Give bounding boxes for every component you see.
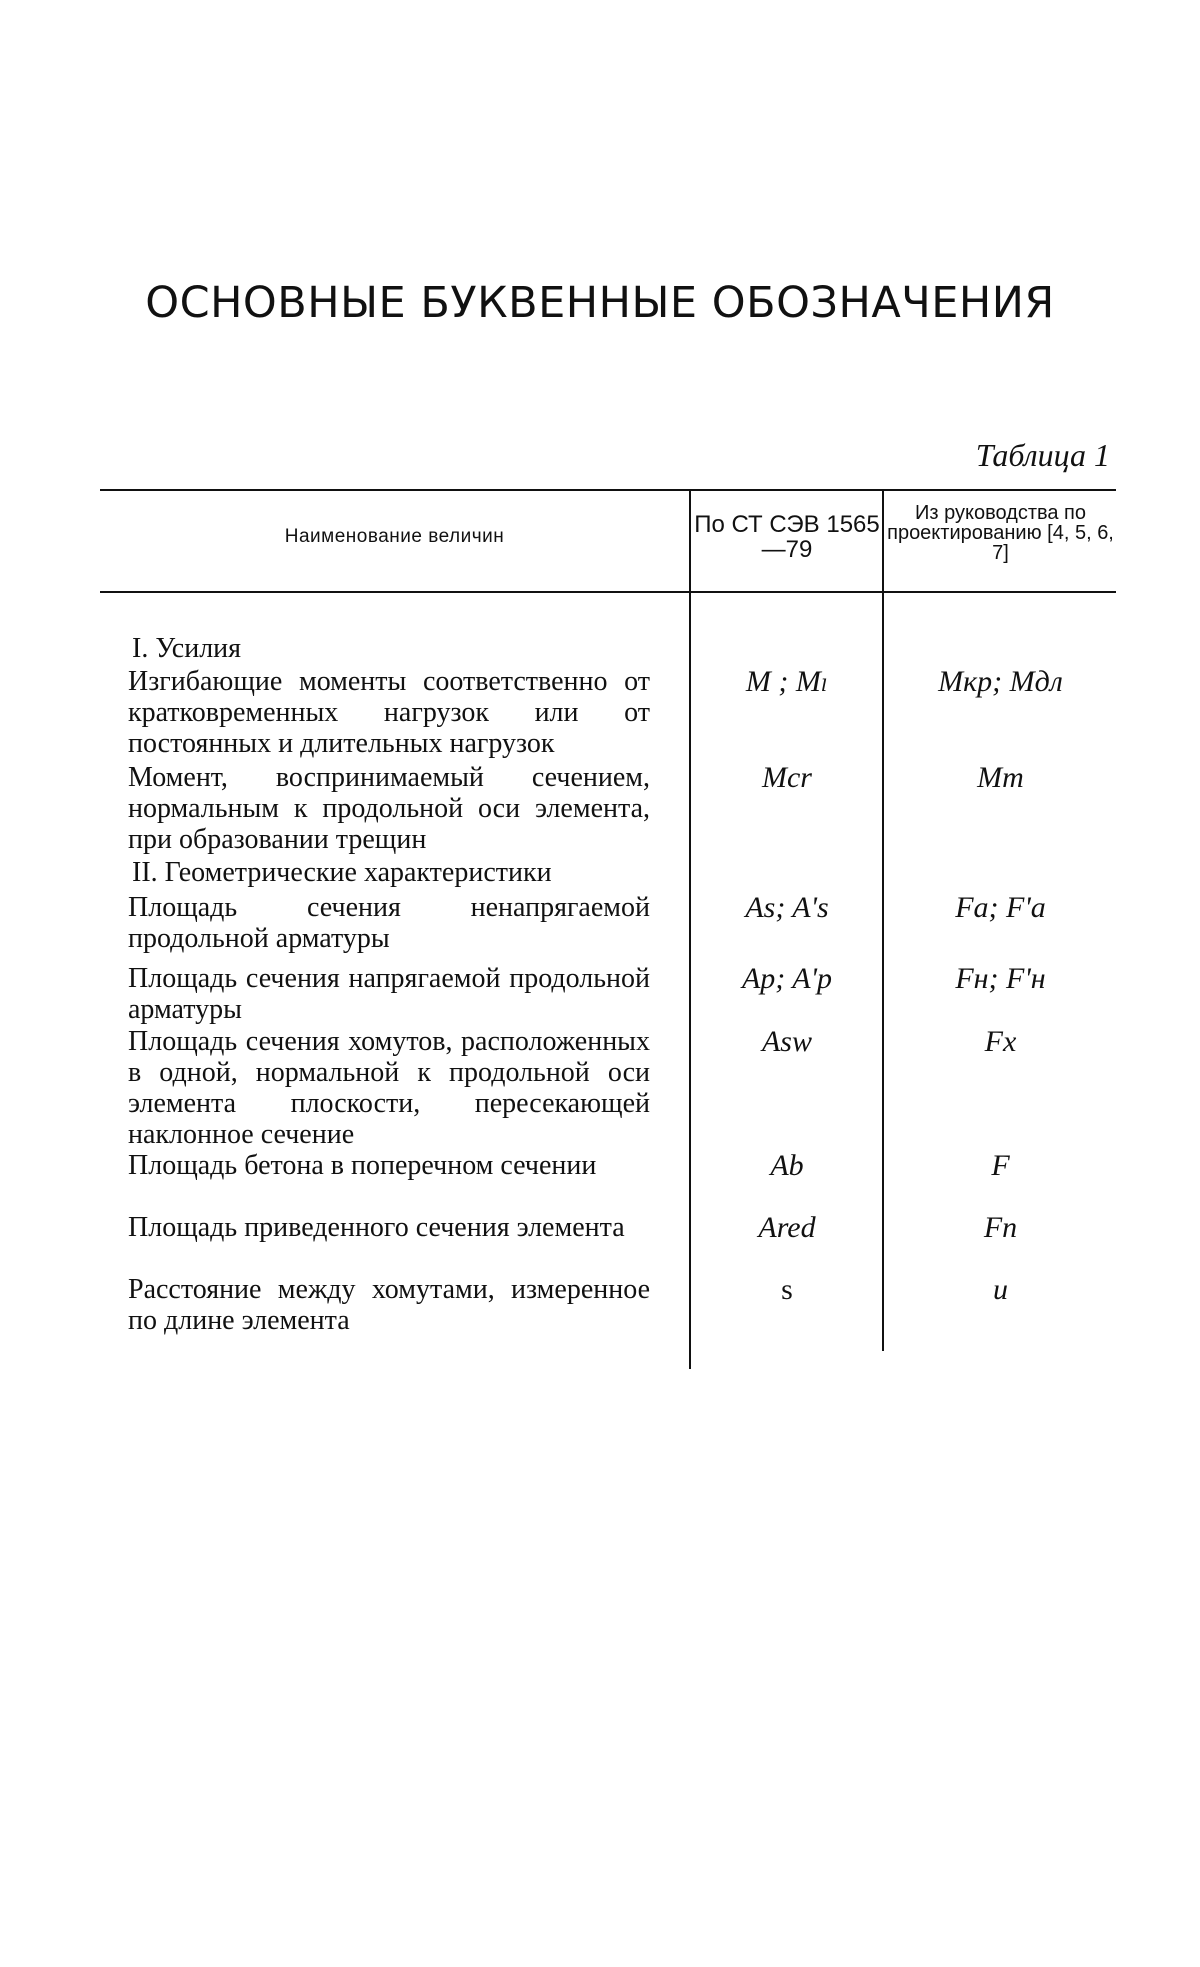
table-caption: Таблица 1 xyxy=(975,437,1110,473)
guide-symbol: Fа; F'а xyxy=(955,891,1046,924)
guide-symbol: Fп xyxy=(983,1211,1018,1244)
row-description: Момент, воспринимаемый сечением, нормальным к продольной оси элемента, при образовании трещин xyxy=(128,762,650,855)
page-title: ОСНОВНЫЕ БУКВЕННЫЕ ОБОЗНАЧЕНИЯ xyxy=(145,278,1055,328)
guide-symbol: Mкр; Mдл xyxy=(938,665,1063,698)
row-description: Площадь приведенного сечения элемента xyxy=(128,1212,625,1243)
guide-symbol: Mт xyxy=(977,761,1024,794)
guide-symbol: F xyxy=(991,1149,1010,1182)
row-description: Расстояние между хомутами, измеренное по длине элемента xyxy=(128,1274,650,1336)
column-divider-2 xyxy=(882,489,884,1351)
sev-symbol: s xyxy=(781,1273,793,1306)
table-header-rule xyxy=(100,591,1116,593)
sev-symbol: Asw xyxy=(761,1025,812,1058)
sev-symbol: M ; Mₗ xyxy=(745,665,829,698)
row-description: Площадь бетона в поперечном сечении xyxy=(128,1150,597,1181)
header-sev: По СТ СЭВ 1565—79 xyxy=(694,511,880,564)
header-guide: Из руководства по проектированию [4, 5, 6, 7] xyxy=(887,502,1114,564)
section-title: I. Усилия xyxy=(132,633,242,664)
sev-symbol: Ab xyxy=(770,1149,804,1182)
guide-symbol: Fн; F'н xyxy=(955,962,1046,995)
sev-symbol: As; A's xyxy=(745,891,829,924)
table-top-rule xyxy=(100,489,1116,491)
row-description: Площадь сечения ненапрягаемой продольной арматуры xyxy=(128,892,650,954)
sev-symbol: Mcr xyxy=(762,761,812,794)
guide-symbol: u xyxy=(993,1273,1008,1306)
header-name: Наименование величин xyxy=(284,526,505,547)
row-description: Площадь сечения хомутов, расположенных в одной, нормальной к продольной оси элемента плоскости, пересекающей наклонное сечение xyxy=(128,1026,650,1150)
row-description: Площадь сечения напрягаемой продольной арматуры xyxy=(128,963,650,1025)
sev-symbol: Ared xyxy=(758,1211,816,1244)
row-description: Изгибающие моменты соответственно от кратковременных нагрузок или от постоянных и длительных нагрузок xyxy=(128,666,650,759)
section-title: II. Геометрические характеристики xyxy=(132,857,552,888)
sev-symbol: Ap; A'p xyxy=(741,962,832,995)
guide-symbol: Fх xyxy=(984,1025,1017,1058)
column-divider-1 xyxy=(689,489,691,1369)
